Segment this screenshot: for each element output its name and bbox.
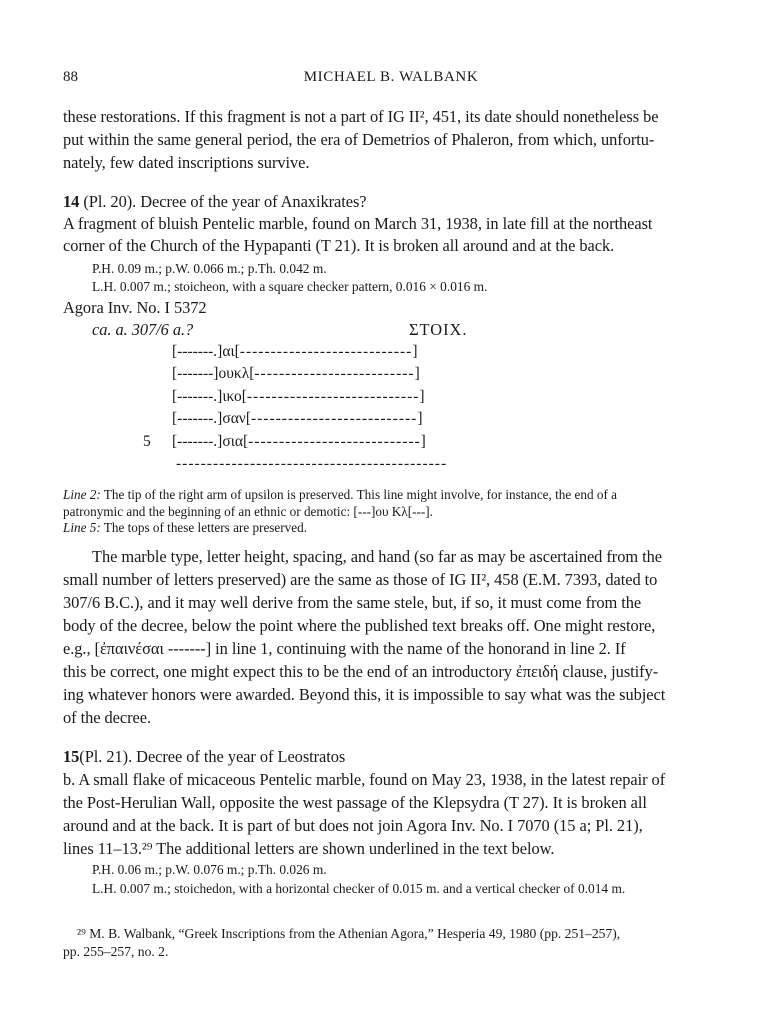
commentary-line: The marble type, letter height, spacing, and hand (so far as may be ascertained from the [92, 547, 662, 566]
entry-14-description: A fragment of bluish Pentelic marble, found on March 31, 1938, in late fill at the northeast [63, 214, 653, 233]
intro-line: these restorations. If this fragment is not a part of IG II², 451, its date should nonetheless be [63, 107, 659, 126]
line-number: 5 [143, 433, 151, 450]
apparatus-line: Line 2: The tip of the right arm of upsilon is preserved. This line might involve, for instance, the end of a [63, 487, 618, 502]
entry-15-title: (Pl. 21). Decree of the year of Leostratos [79, 747, 346, 766]
intro-line: nately, few dated inscriptions survive. [63, 153, 310, 172]
epigraphic-line: [-------.]αι[----------------------------] [172, 343, 419, 360]
entry-15-description: lines 11–13.²⁹ The additional letters are shown underlined in the text below. [63, 839, 555, 858]
commentary-line: small number of letters preserved) are the same as those of IG II², 458 (E.M. 7393, dated to [63, 570, 658, 589]
intro-line: put within the same general period, the era of Demetrios of Phaleron, from which, unfortu- [63, 130, 655, 149]
entry-14-date: ca. a. 307/6 a.? [92, 320, 194, 339]
commentary-line: this be correct, one might expect this to be the end of an introductory ἐπειδή clause, justify- [63, 662, 659, 681]
epigraphic-end-rule: -------------------------------------------- [176, 455, 448, 472]
entry-14-number: 14 [63, 192, 80, 211]
entry-14-heading [63, 192, 367, 212]
apparatus-line: patronymic and the beginning of an ethnic or demotic: [---]ου Κλ[---]. [63, 504, 433, 519]
entry-15-description: b. A small flake of micaceous Pentelic marble, found on May 23, 1938, in the latest repair of [63, 770, 666, 789]
commentary-line: body of the decree, below the point where the published text breaks off. One might restore, [63, 616, 656, 635]
entry-14-description: corner of the Church of the Hypapanti (T 21). It is broken all around and at the back. [63, 236, 615, 255]
stoich-label: ΣΤΟΙΧ. [409, 320, 468, 339]
footnote-line: pp. 255–257, no. 2. [63, 944, 169, 959]
commentary-line: e.g., [ἐπαινέσαι -------] in line 1, continuing with the name of the honorand in line 2. If [63, 639, 626, 658]
epigraphic-line: [-------.]ικο[----------------------------] [172, 388, 426, 405]
running-title: MICHAEL B. WALBANK [303, 69, 479, 85]
epigraphic-line: [-------]ουκλ[--------------------------] [172, 365, 421, 382]
entry-14-letter-height: L.H. 0.007 m.; stoicheon, with a square checker pattern, 0.016 × 0.016 m. [92, 279, 488, 294]
entry-15-letter-height: L.H. 0.007 m.; stoichedon, with a horizontal checker of 0.015 m. and a vertical checker of 0.014 m. [92, 881, 626, 896]
entry-15-heading [63, 747, 345, 767]
entry-15-description: around and at the back. It is part of but does not join Agora Inv. No. I 7070 (15 a; Pl. 21), [63, 816, 643, 835]
commentary-line: 307/6 B.C.), and it may well derive from the same stele, but, if so, it must come from the [63, 593, 642, 612]
entry-14-title: (Pl. 20). Decree of the year of Anaxikrates? [83, 192, 367, 211]
footnote-line: ²⁹ M. B. Walbank, “Greek Inscriptions from the Athenian Agora,” Hesperia 49, 1980 (pp. 251–257), [77, 926, 621, 941]
epigraphic-line: [-------.]σια[----------------------------] [172, 433, 427, 450]
entry-14-dimensions: P.H. 0.09 m.; p.W. 0.066 m.; p.Th. 0.042 m. [92, 261, 327, 276]
page-number: 88 [63, 69, 78, 85]
apparatus-line: Line 5: The tops of these letters are preserved. [63, 520, 308, 535]
entry-15-description: the Post-Herulian Wall, opposite the west passage of the Klepsydra (T 27). It is broken all [63, 793, 647, 812]
commentary-line: of the decree. [63, 708, 152, 727]
commentary-line: ing whatever honors were awarded. Beyond this, it is impossible to say what was the subject [63, 685, 666, 704]
epigraphic-line: [-------.]σαν[---------------------------] [172, 410, 424, 427]
entry-14-inventory: Agora Inv. No. I 5372 [63, 298, 207, 317]
entry-15-number: 15 [63, 747, 80, 766]
entry-15-dimensions: P.H. 0.06 m.; p.W. 0.076 m.; p.Th. 0.026 m. [92, 862, 327, 877]
